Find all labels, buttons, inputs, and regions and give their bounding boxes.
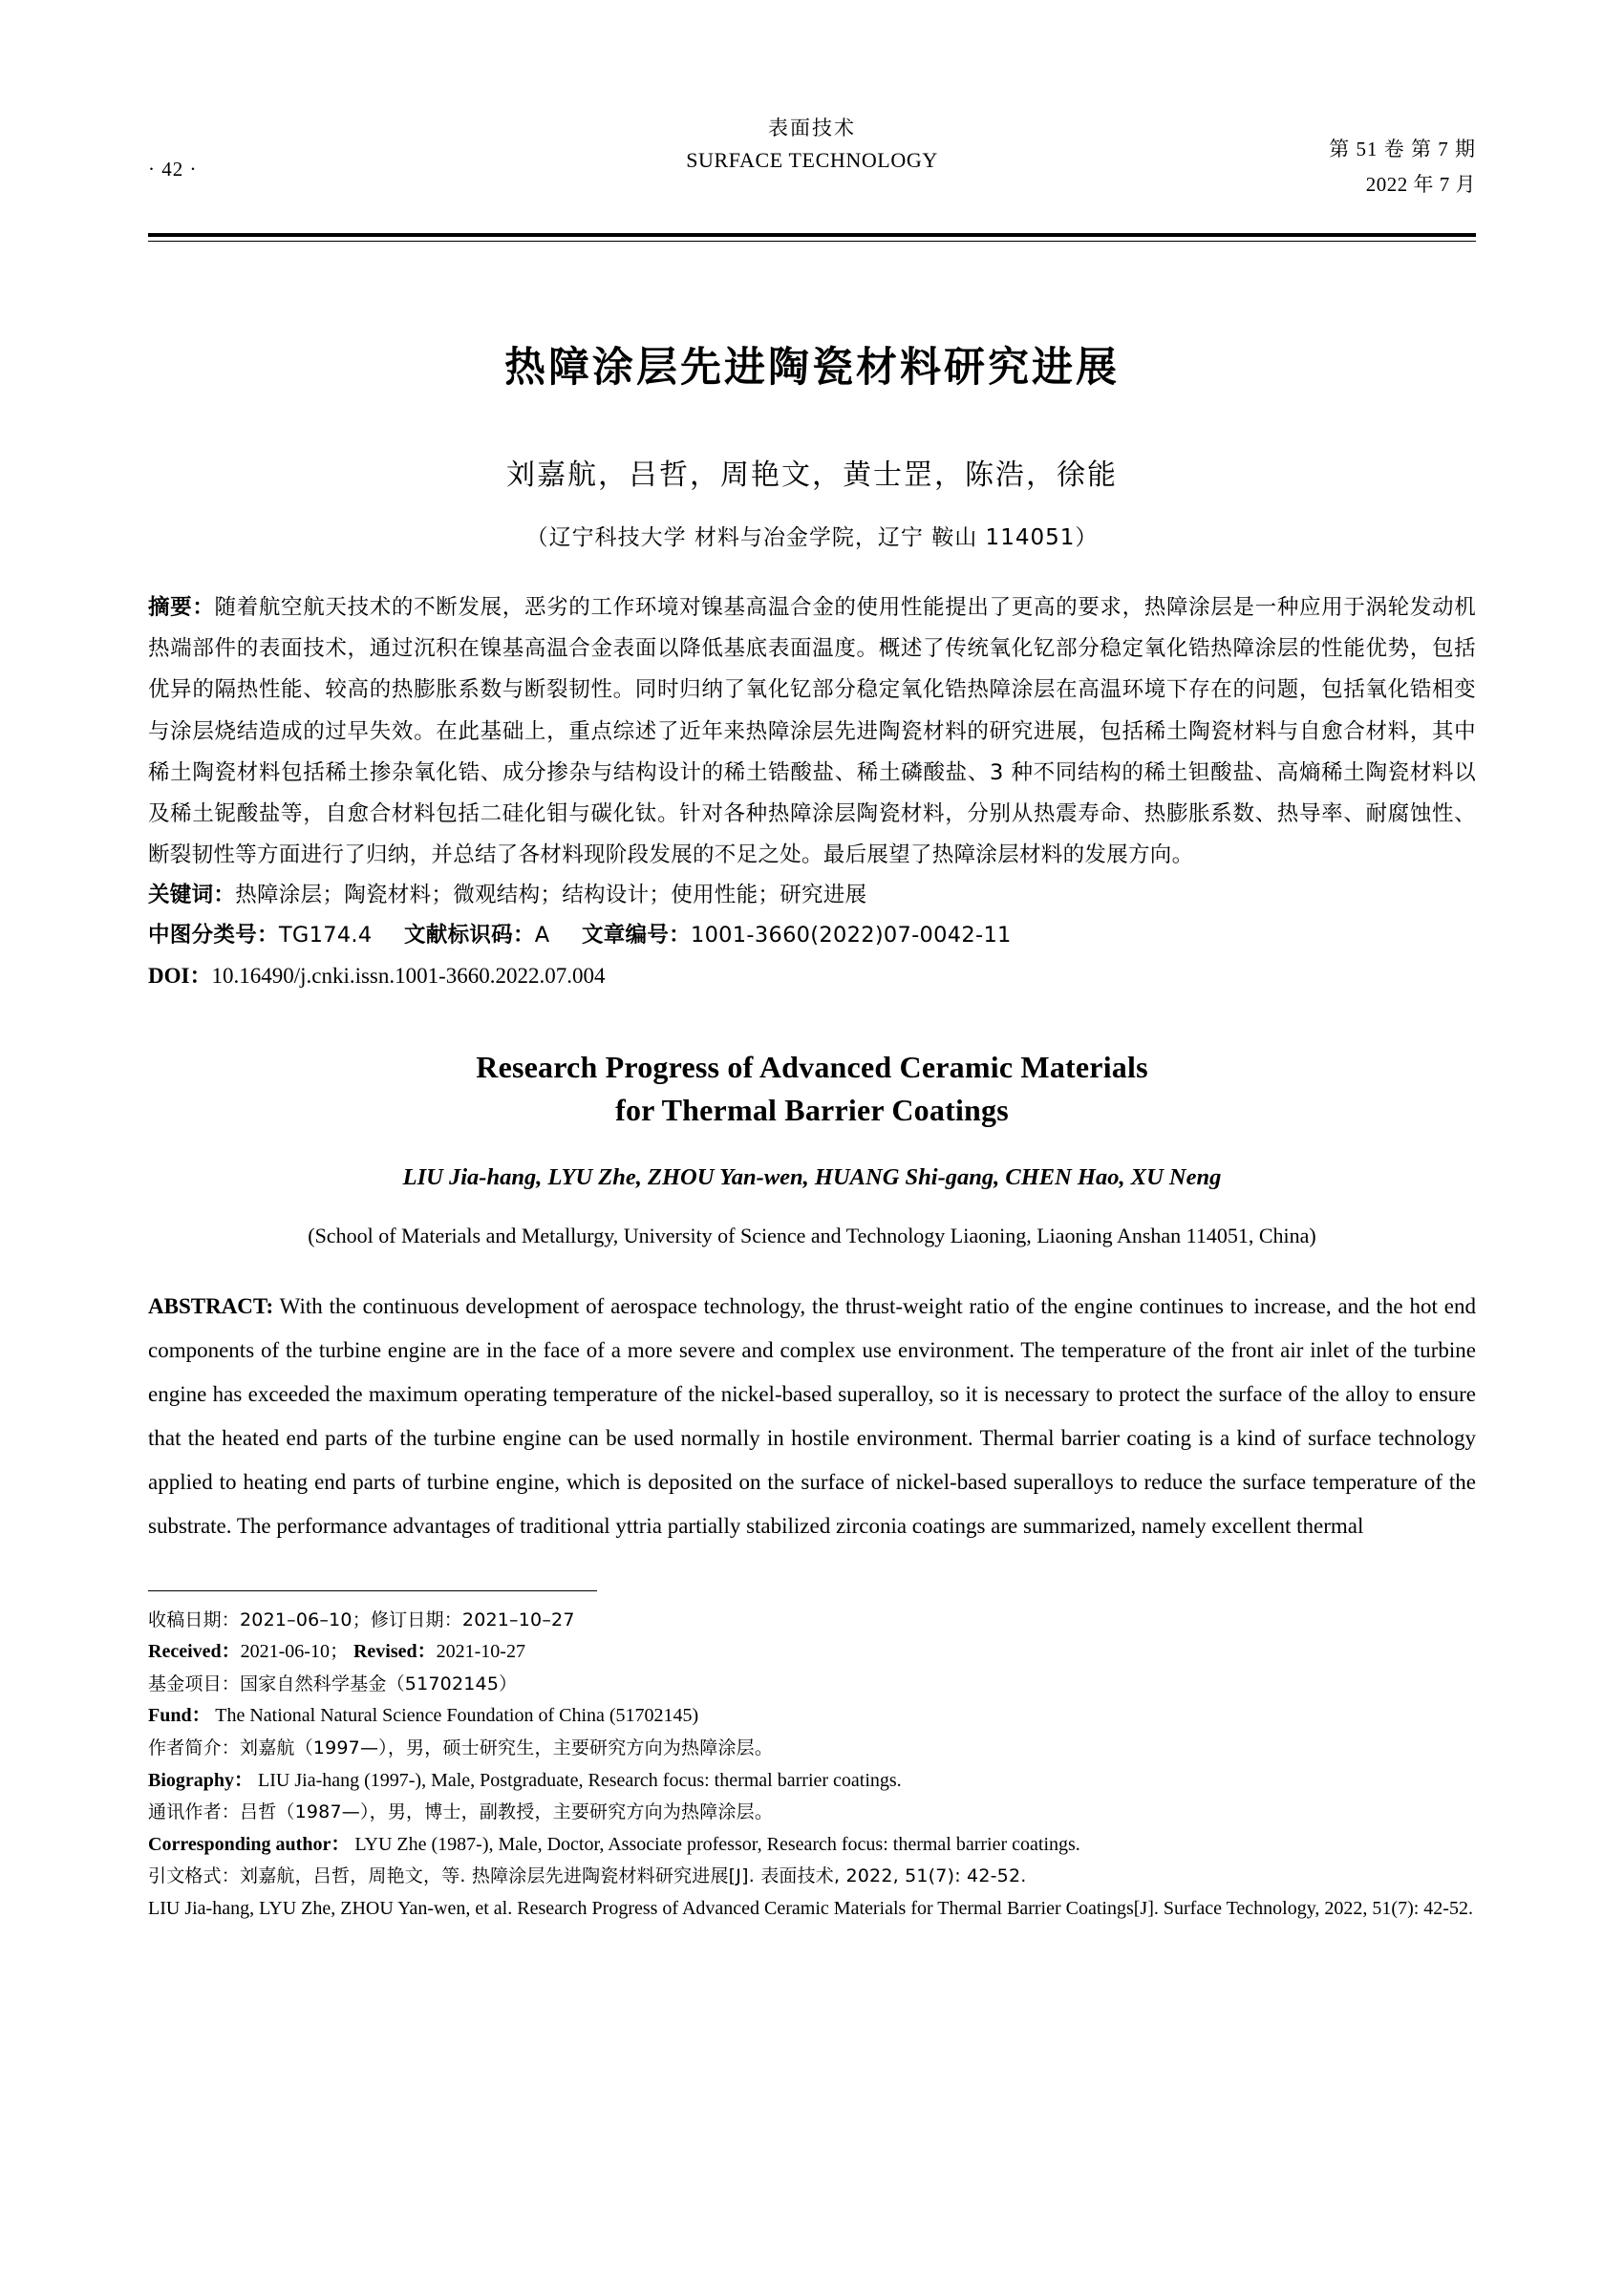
header-rule-thin bbox=[148, 241, 1476, 242]
page-title-cn: 热障涂层先进陶瓷材料研究进展 bbox=[504, 344, 1120, 392]
authors-en: LIU Jia-hang, LYU Zhe, ZHOU Yan-wen, HUANG Shi-gang, CHEN Hao, XU Neng bbox=[402, 1163, 1222, 1190]
abstract-cn bbox=[148, 587, 1476, 876]
issue-date: 2022 年 7 月 bbox=[1365, 172, 1476, 196]
issue-info bbox=[1329, 132, 1476, 202]
footnote-received-cn: 收稿日期：2021–06–10；修订日期：2021–10–27 bbox=[148, 1609, 575, 1630]
doi-line bbox=[148, 956, 1476, 997]
abstract-en-text: With the continuous development of aerospace technology, the thrust-weight ratio of the engine continues to increase, and the hot end components of the turbine engine are in the face of a more severe and complex use environment. The temperature of the front air inlet of the turbine engine has exceeded the maximum operating temperature of the nickel-based superalloy, so it is necessary to protect the surface of the alloy to ensure that the heated end parts of the turbine engine can be used normally in hostile environment. Thermal barrier coating is a kind of surface technology applied to heating end parts of turbine engine, which is deposited on the surface of nickel-based superalloys to reduce the surface temperature of the substrate. The performance advantages of traditional yttria partially stabilized zirconia coatings are summarized, namely excellent thermal bbox=[148, 1293, 1476, 1538]
footnotes bbox=[148, 1605, 1476, 1925]
footnote-biography-cn: 作者简介：刘嘉航（1997—），男，硕士研究生，主要研究方向为热障涂层。 bbox=[148, 1737, 774, 1758]
clc-value: TG174.4 bbox=[278, 922, 373, 948]
doi-label: DOI： bbox=[148, 963, 212, 988]
abstract-en-label: ABSTRACT: bbox=[148, 1293, 274, 1318]
article-id-value: 1001-3660(2022)07-0042-11 bbox=[690, 922, 1012, 948]
page-title-en-line2: for Thermal Barrier Coatings bbox=[615, 1092, 1009, 1127]
header-rule-thick bbox=[148, 233, 1476, 237]
affiliation-en: (School of Materials and Metallurgy, University of Science and Technology Liaoning, Liaoning Anshan 114051, China) bbox=[308, 1223, 1316, 1247]
footnote-received-en bbox=[148, 1635, 1476, 1668]
clc-label: 中图分类号： bbox=[148, 922, 279, 948]
affiliation-cn: （辽宁科技大学 材料与冶金学院，辽宁 鞍山 114051） bbox=[525, 525, 1099, 550]
keywords-cn-label: 关键词： bbox=[148, 883, 236, 908]
journal-title-en: SURFACE TECHNOLOGY bbox=[686, 147, 938, 172]
volume-issue: 第 51 卷 第 7 期 bbox=[1329, 138, 1476, 160]
footnote-fund-cn: 基金项目：国家自然科学基金（51702145） bbox=[148, 1673, 518, 1694]
abstract-cn-text: 随着航空航天技术的不断发展，恶劣的工作环境对镍基高温合金的使用性能提出了更高的要求，热障涂层是一种应用于涡轮发动机热端部件的表面技术，通过沉积在镍基高温合金表面以降低基底表面温度。概述了传统氧化钇部分稳定氧化锆热障涂层的性能优势，包括优异的隔热性能、较高的热膨胀系数与断裂韧性。同时归纳了氧化钇部分稳定氧化锆热障涂层在高温环境下存在的问题，包括氧化锆相变与涂层烧结造成的过早失效。在此基础上，重点综述了近年来热障涂层先进陶瓷材料的研究进展，包括稀土陶瓷材料与自愈合材料，其中稀土陶瓷材料包括稀土掺杂氧化锆、成分掺杂与结构设计的稀土锆酸盐、稀土磷酸盐、3 种不同结构的稀土钽酸盐、高熵稀土陶瓷材料以及稀土铌酸盐等，自愈合材料包括二硅化钼与碳化钛。针对各种热障涂层陶瓷材料，分别从热震寿命、热膨胀系数、热导率、耐腐蚀性、断裂韧性等方面进行了归纳，并总结了各材料现阶段发展的不足之处。最后展望了热障涂层材料的发展方向。 bbox=[148, 595, 1476, 868]
authors-cn: 刘嘉航，吕哲，周艳文，黄士罡，陈浩，徐能 bbox=[506, 458, 1118, 492]
received-en-label: Received： bbox=[148, 1641, 241, 1663]
revised-en-value: 2021-10-27 bbox=[436, 1641, 525, 1663]
journal-title-block bbox=[148, 113, 1476, 177]
doi-value: 10.16490/j.cnki.issn.1001-3660.2022.07.004 bbox=[211, 963, 606, 988]
fund-en-label: Fund： bbox=[148, 1705, 211, 1727]
biography-en-label: Biography： bbox=[148, 1769, 254, 1791]
revised-en-label: Revised： bbox=[353, 1641, 437, 1663]
page-title-en bbox=[148, 1046, 1476, 1132]
footnote-corresponding-cn: 通讯作者：吕哲（1987—），男，博士，副教授，主要研究方向为热障涂层。 bbox=[148, 1801, 774, 1822]
journal-title-cn: 表面技术 bbox=[768, 117, 856, 139]
abstract-cn-label: 摘要： bbox=[148, 595, 215, 620]
article-id-label: 文章编号： bbox=[581, 922, 691, 948]
footnote-rule bbox=[148, 1590, 597, 1591]
keywords-cn-text: 热障涂层；陶瓷材料；微观结构；结构设计；使用性能；研究进展 bbox=[235, 883, 867, 908]
doc-code-label: 文献标识码： bbox=[403, 922, 535, 948]
abstract-en bbox=[148, 1285, 1476, 1548]
corresponding-en-value: LYU Zhe (1987-), Male, Doctor, Associate professor, Research focus: thermal barrier coatings. bbox=[350, 1833, 1080, 1855]
classification-line bbox=[148, 916, 1476, 956]
doc-code-value: A bbox=[534, 922, 550, 948]
keywords-cn bbox=[148, 876, 1476, 916]
running-head bbox=[148, 0, 1476, 218]
footnote-citation-cn: 引文格式：刘嘉航，吕哲，周艳文，等. 热障涂层先进陶瓷材料研究进展[J]. 表面技术, 2022, 51(7): 42-52. bbox=[148, 1864, 1027, 1886]
page-number: · 42 · bbox=[148, 158, 198, 181]
footnote-biography-en bbox=[148, 1764, 1476, 1797]
footnote-citation-en: LIU Jia-hang, LYU Zhe, ZHOU Yan-wen, et al. Research Progress of Advanced Ceramic Materials for Thermal Barrier Coatings[J]. Surface Technology, 2022, 51(7): 42-52. bbox=[148, 1897, 1473, 1919]
footnote-corresponding-en bbox=[148, 1828, 1476, 1861]
received-en-value: 2021-06-10； bbox=[240, 1641, 349, 1663]
corresponding-en-label: Corresponding author： bbox=[148, 1833, 351, 1855]
page-title-en-line1: Research Progress of Advanced Ceramic Materials bbox=[476, 1050, 1148, 1085]
biography-en-value: LIU Jia-hang (1997-), Male, Postgraduate, Research focus: thermal barrier coatings. bbox=[253, 1769, 902, 1791]
fund-en-value: The National Natural Science Foundation of China (51702145) bbox=[210, 1705, 699, 1727]
footnote-fund-en bbox=[148, 1699, 1476, 1732]
